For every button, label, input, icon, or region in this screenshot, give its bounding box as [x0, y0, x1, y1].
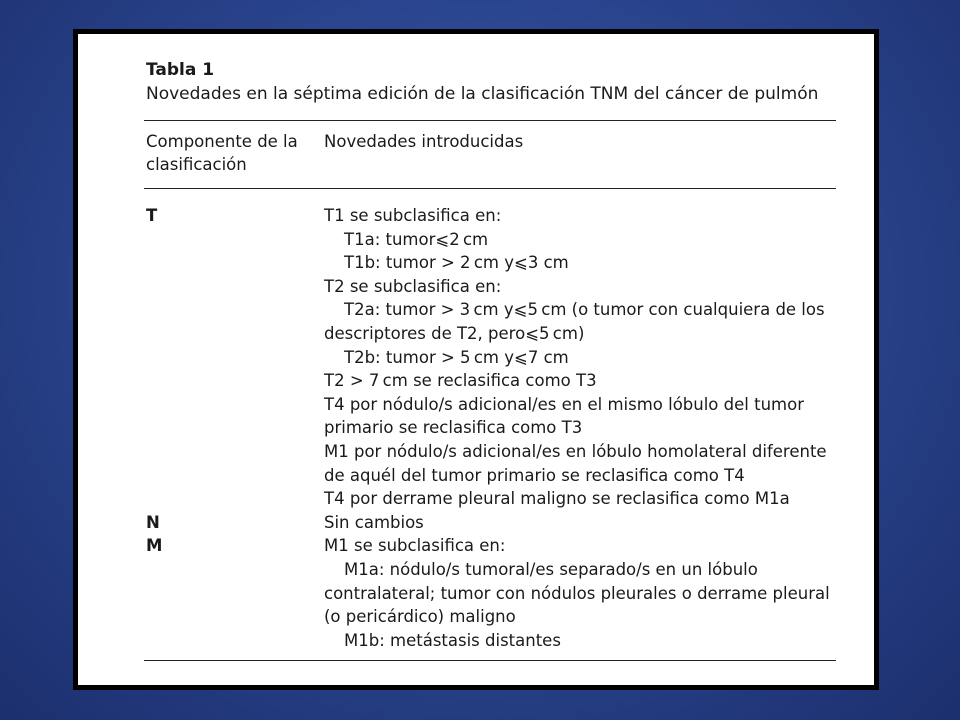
novedad-line: descriptores de T2, pero⩽5 cm)	[324, 323, 585, 343]
row-label-t: T	[146, 206, 158, 225]
header-component: Componente de la clasificación	[146, 132, 298, 174]
slide-frame	[73, 29, 879, 690]
novedad-line: (o pericárdico) maligno	[324, 607, 516, 627]
novedad-line: M1 por nódulo/s adicional/es en lóbulo homolateral diferente	[324, 441, 827, 461]
header-rule	[144, 188, 836, 189]
novedad-line: T1 se subclasifica en:	[324, 206, 502, 225]
novedades-list	[324, 204, 844, 652]
novedad-line: T2 > 7 cm se reclasifica como T3	[324, 371, 597, 391]
novedad-line: T4 por nódulo/s adicional/es en el mismo lóbulo del tumor	[324, 394, 804, 414]
novedad-line: Sin cambios	[324, 512, 424, 532]
table-title: Novedades en la séptima edición de la clasificación TNM del cáncer de pulmón	[146, 84, 819, 104]
top-rule	[144, 120, 836, 121]
novedad-line: T2 se subclasifica en:	[324, 276, 502, 296]
table-sheet	[78, 34, 874, 685]
novedad-line: T2a: tumor > 3 cm y⩽5 cm (o tumor con cualquiera de los	[344, 300, 825, 320]
row-label-m: M	[146, 536, 163, 556]
bottom-rule	[144, 660, 836, 661]
table-label: Tabla 1	[146, 60, 215, 80]
novedad-line: contralateral; tumor con nódulos pleurales o derrame pleural	[324, 583, 830, 603]
novedad-line: M1a: nódulo/s tumoral/es separado/s en un lóbulo	[344, 559, 758, 579]
row-label-n: N	[146, 512, 160, 532]
header-novedades: Novedades introducidas	[324, 132, 524, 151]
novedad-line: T1b: tumor > 2 cm y⩽3 cm	[344, 253, 569, 273]
novedad-line: M1 se subclasifica en:	[324, 536, 506, 556]
table-caption	[146, 58, 818, 106]
novedad-line: T1a: tumor⩽2 cm	[344, 229, 489, 249]
novedad-line: M1b: metástasis distantes	[344, 630, 561, 650]
novedad-line: primario se reclasifica como T3	[324, 418, 583, 438]
novedad-line: de aquél del tumor primario se reclasifica como T4	[324, 465, 745, 485]
novedad-line: T2b: tumor > 5 cm y⩽7 cm	[344, 347, 569, 367]
novedad-line: T4 por derrame pleural maligno se reclasifica como M1a	[324, 489, 790, 509]
